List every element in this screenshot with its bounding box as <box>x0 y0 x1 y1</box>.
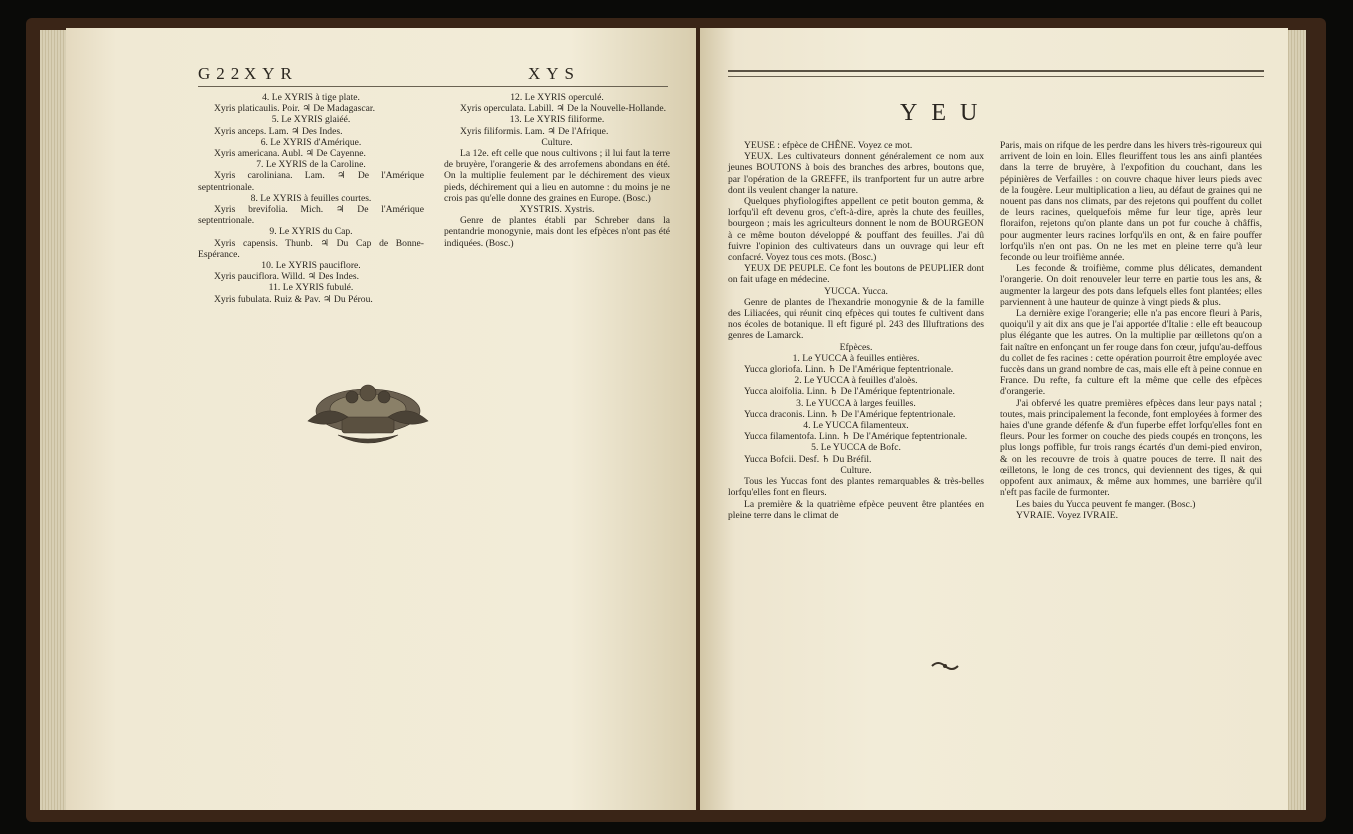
right-col1-paragraph: 5. Le YUCCA de Bofc. <box>811 442 901 454</box>
left-col1-paragraph: Xyris americana. Aubl. ♃ De Cayenne. <box>214 148 366 160</box>
end-fleuron <box>930 660 960 672</box>
left-col2-paragraph: Xyris operculata. Labill. ♃ De la Nouvelle-Hollande. <box>460 103 667 115</box>
right-col1-paragraph: 2. Le YUCCA à feuilles d'aloès. <box>794 375 918 387</box>
right-col1-paragraph: Genre de plantes de l'hexandrie monogynie & de la famille des Liliacées, qui réunit cinq efpèces qui toutes fe cultivent dans nos écoles de botanique. Il eft figuré pl. 243 des Illuftrations des genres de Lamarck. <box>728 296 984 342</box>
right-col2-paragraph: J'ai obfervé les quatre premières efpèces dans leur pays natal ; toutes, mais principalement la feconde, font employées à former des haies d'une grande défenfe & d'un fuperbe effet lorfqu'elles font en fleurs. Pour les former on couche des pieds coupés en tronçons, les plus longs poffible, fur trois rangs écartés d'un demi-pied environ, & on les recouvre de trois à quatre pouces de terre. Il nait des œilletons, le long de ces troncs, qui deviennent des tiges, & qui oppofent aux animaux, & même aux hommes, une barrière qu'il n'eft pas facile de furmonter. <box>1000 397 1262 499</box>
left-page <box>66 28 696 810</box>
page-title: YEU <box>900 100 992 126</box>
left-column-2 <box>444 92 670 249</box>
left-col2-paragraph: Culture. <box>541 136 573 148</box>
right-col1-paragraph: YEUX DE PEUPLE. Ce font les boutons de PEUPLIER dont on fait ufage en médecine. <box>728 263 984 286</box>
left-col1-paragraph: Xyris capensis. Thunb. ♃ Du Cap de Bonne-Espérance. <box>198 237 424 260</box>
left-col1-paragraph: Xyris platicaulis. Poir. ♃ De Madagascar. <box>214 103 375 115</box>
left-col1-paragraph: Xyris pauciflora. Willd. ♃ Des Indes. <box>214 271 359 283</box>
left-col1-paragraph: 4. Le XYRIS à tige plate. <box>262 92 360 103</box>
right-col1-paragraph: Tous les Yuccas font des plantes remarquables & très-belles lorfqu'elles font en fleurs. <box>728 476 984 499</box>
left-col2-paragraph: XYSTRIS. Xystris. <box>519 204 595 216</box>
header-left: XYR <box>244 64 298 83</box>
right-col1-paragraph: Yucca filamentofa. Linn. ♄ De l'Amérique feptentrionale. <box>744 431 968 443</box>
right-col1-paragraph: Culture. <box>840 464 872 476</box>
left-col1-paragraph: 8. Le XYRIS à feuilles courtes. <box>250 192 372 204</box>
left-col2-paragraph: Xyris filiformis. Lam. ♃ De l'Afrique. <box>460 125 609 137</box>
right-col1-paragraph: Yucca aloifolia. Linn. ♄ De l'Amérique feptentrionale. <box>744 386 955 398</box>
right-col2-paragraph: Paris, mais on rifque de les perdre dans les hivers très-rigoureux qui arrivent de loin en loin. Elles fleuriffent tous les ans ainfi plantées dans la terre de bruyère, à l'expofition du couchant, dans les pépinières de Verfailles : on couvre chaque hiver leurs pieds avec de la fougère. Leur multiplication a lieu, au défaut de graines qui ne nouent pas dans nos climats, par des rejetons qui pouffent du collet de leurs racines, quelquefois même fur leur tige, après leur floraifon, rejetons qu'on plante dans un pot fur couche à châffis, pour augmenter leurs racines lorfqu'ils en ont, & en faire pouffer lorfqu'ils n'en ont pas. On ne les met en pleine terre qu'à leur feconde ou leur troifième année. <box>1000 140 1262 264</box>
right-col1-paragraph: YEUX. Les cultivateurs donnent généralement ce nom aux jeunes BOUTONS à bois des branches des arbres, boutons que, par l'opération de la GREFFE, ils tranfportent fur un autre arbre dont ils veulent changer la nature. <box>728 151 984 196</box>
left-col1-paragraph: 5. Le XYRIS glaiéé. <box>271 114 351 126</box>
right-page <box>700 28 1288 810</box>
right-col1-paragraph: Yucca Bofcii. Desf. ♄ Du Bréfil. <box>744 453 872 465</box>
right-col2-paragraph: Les baies du Yucca peuvent fe manger. (Bosc.) <box>1016 498 1196 510</box>
right-col1-paragraph: Yucca draconis. Linn. ♄ De l'Amérique feptentrionale. <box>744 408 956 420</box>
right-col1-paragraph: Yucca gloriofa. Linn. ♄ De l'Amérique feptentrionale. <box>744 364 954 376</box>
left-col1-paragraph: Xyris brevifolia. Mich. ♃ De l'Amérique septentrionale. <box>198 204 424 227</box>
left-col1-paragraph: 10. Le XYRIS pauciflore. <box>261 260 361 272</box>
left-col1-paragraph: Xyris caroliniana. Lam. ♃ De l'Amérique septentrionale. <box>198 170 424 193</box>
header-right: XYS <box>528 64 581 83</box>
right-col1-paragraph: La première & la quatrième efpèce peuvent être plantées en pleine terre dans le climat de <box>728 498 984 521</box>
right-col2-paragraph: La dernière exige l'orangerie; elle n'a pas encore fleuri à Paris, quoiqu'il y ait dix ans que je l'ai apportée d'Italie : elle eft beaucoup plus élégante que les autres. On la multiplie par œilletons qu'on a fait naître en enfonçant un fer rouge dans fon cœur, jufqu'au-deffous du collet de fes racines : cette opération pourroit être employée avec fuccès dans un grand nombre de cas, mais elle eft à peine connue en France. Du refte, fa culture eft la même que celle des efpèces d'orangerie. <box>1000 308 1262 398</box>
page-edges-left <box>40 30 68 810</box>
right-col2-paragraph: YVRAIE. Voyez IVRAIE. <box>1016 509 1118 521</box>
right-column-2 <box>1000 140 1262 521</box>
left-col2-paragraph: 13. Le XYRIS filiforme. <box>509 114 605 126</box>
right-col2-paragraph: Les feconde & troifième, comme plus délicates, demandent l'orangerie. On doit renouveler leur terre en partie tous les ans, & augmenter la largeur des pots dans lefquels elles font plantées; elles parviennent à une hauteur de quinze à vingt pieds & plus. <box>1000 263 1262 308</box>
right-col1-paragraph: 1. Le YUCCA à feuilles entières. <box>792 352 920 364</box>
right-col1-paragraph: YUCCA. Yucca. <box>824 285 888 297</box>
header-rule <box>198 86 668 87</box>
right-column-1 <box>728 140 984 521</box>
left-col1-paragraph: 9. Le XYRIS du Cap. <box>269 226 353 238</box>
left-col2-paragraph: La 12e. eft celle que nous cultivons ; il lui faut la terre de bruyère, l'orangerie & des arrofemens abondans en été. On la multiplie feulement par le déchirement des vieux pieds, déchirement qui a lieu en automne : du moins je ne crois pas qu'elle donne des graines en Europe. (Bosc.) <box>444 148 670 204</box>
right-col1-paragraph: Quelques phyfiologiftes appellent ce petit bouton gemma, & lorfqu'il eft devenu gros, c'eft-à-dire, après la chute des feuilles, bourgeon ; mais les agriculteurs donnent le nom de BOURGEON à ce même bouton développé & pouffant des feuilles. J'ai dû fuivre l'opinion des cultivateurs dans un ouvrage qui leur eft confacré. Voyez tous ces mots. (Bosc.) <box>728 196 984 264</box>
vignette-ornament <box>298 373 438 453</box>
top-rule-thin <box>728 76 1264 77</box>
page-number: G22 <box>198 64 246 83</box>
right-col1-paragraph: Efpèces. <box>839 341 873 353</box>
left-col1-paragraph: Xyris anceps. Lam. ♃ Des Indes. <box>214 125 343 137</box>
right-col1-paragraph: YEUSE : efpèce de CHÊNE. Voyez ce mot. <box>744 140 913 151</box>
left-col1-paragraph: 7. Le XYRIS de la Caroline. <box>256 159 366 171</box>
page-edges-right <box>1286 30 1306 810</box>
left-col2-paragraph: Genre de plantes établi par Schreber dans la pentandrie monogynie, mais dont les efpèces n'ont pas été indiquées. (Bosc.) <box>444 215 670 249</box>
top-rule <box>728 70 1264 72</box>
left-col1-paragraph: 11. Le XYRIS fubulé. <box>268 282 354 294</box>
left-col2-paragraph: 12. Le XYRIS operculé. <box>510 92 604 103</box>
left-col1-paragraph: Xyris fubulata. Ruiz & Pav. ♃ Du Pérou. <box>214 293 373 305</box>
right-col1-paragraph: 4. Le YUCCA filamenteux. <box>803 420 909 432</box>
right-col1-paragraph: 3. Le YUCCA à larges feuilles. <box>796 397 916 409</box>
left-column-1 <box>198 92 424 305</box>
left-col1-paragraph: 6. Le XYRIS d'Amérique. <box>260 136 362 148</box>
